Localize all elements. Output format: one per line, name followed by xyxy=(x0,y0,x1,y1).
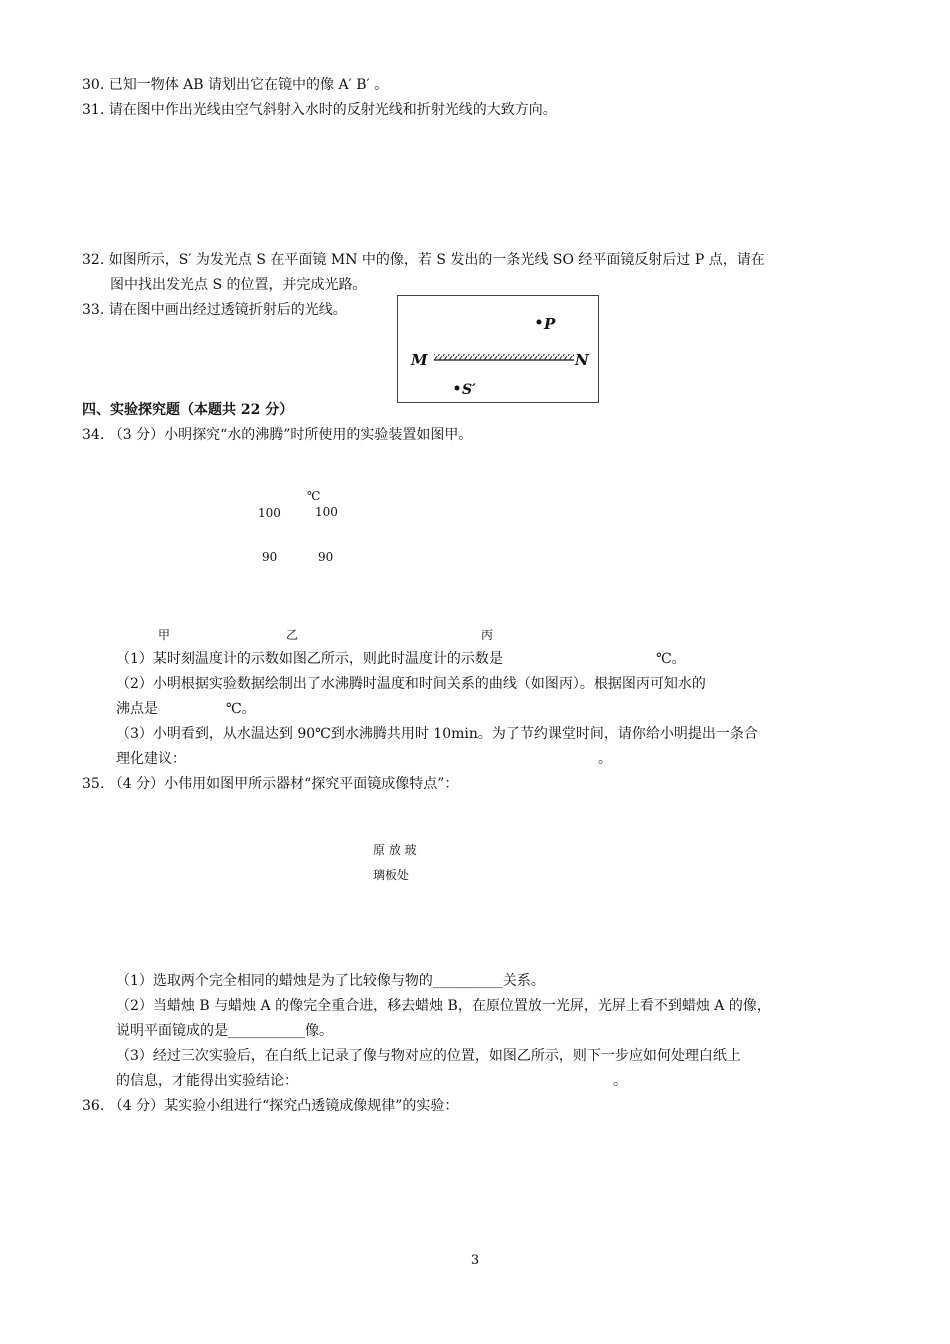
section-4-title: 四、实验探究题（本题共 22 分） xyxy=(82,402,294,418)
question-34-part1: （1）某时刻温度计的示数如图乙所示，则此时温度计的示数是 xyxy=(116,651,503,667)
point-s-prime-dot xyxy=(455,386,460,391)
question-31: 31. 请在图中作出光线由空气斜射入水时的反射光线和折射光线的大致方向。 xyxy=(82,102,557,118)
question-32-line2: 图中找出发光点 S 的位置，并完成光路。 xyxy=(110,277,367,293)
question-34-part3: （3）小明看到，从水温达到 90℃到水沸腾共用时 10min。为了节约课堂时间，请你给小明提出一条合 xyxy=(116,726,758,742)
label-p: P xyxy=(544,315,556,333)
question-35-part2-b: 说明平面镜成的是___________像。 xyxy=(116,1023,333,1039)
figure-label-yi: 乙 xyxy=(286,628,299,642)
figure-text-line2: 璃板处 xyxy=(373,868,410,882)
thermometer-unit: ℃ xyxy=(307,489,321,503)
mirror-diagram xyxy=(398,296,598,402)
question-35-part3: （3）经过三次实验后，在白纸上记录了像与物对应的位置，如图乙所示，则下一步应如何处理白纸上 xyxy=(116,1048,741,1064)
page-number: 3 xyxy=(470,1253,480,1268)
question-34-part2: （2）小明根据实验数据绘制出了水沸腾时温度和时间关系的曲线（如图丙）。根据图丙可知水的 xyxy=(116,676,706,692)
question-32-line1: 32. 如图所示，S′ 为发光点 S 在平面镜 MN 中的像，若 S 发出的一条光线 SO 经平面镜反射后过 P 点，请在 xyxy=(82,252,765,268)
question-35-part3-b: 的信息，才能得出实验结论： xyxy=(116,1073,298,1089)
question-35-part3-end: 。 xyxy=(613,1073,627,1089)
question-33: 33. 请在图中画出经过透镜折射后的光线。 xyxy=(82,302,347,318)
question-34-part3-end: 。 xyxy=(598,751,612,767)
figure-text-line1: 原 放 玻 xyxy=(373,843,417,857)
question-34-stem: 34. （3 分）小明探究“水的沸腾”时所使用的实验装置如图甲。 xyxy=(82,427,473,443)
question-35-stem: 35. （4 分）小伟用如图甲所示器材“探究平面镜成像特点”： xyxy=(82,776,459,792)
question-34-part2-b: 沸点是 xyxy=(116,701,158,717)
label-n: N xyxy=(575,351,589,369)
figure-label-bing: 丙 xyxy=(481,628,494,642)
point-p-dot xyxy=(537,320,542,325)
mirror-hatch xyxy=(434,354,574,360)
question-35-part1: （1）选取两个完全相同的蜡烛是为了比较像与物的__________关系。 xyxy=(116,973,545,989)
plane-mirror-figure xyxy=(397,295,599,403)
figure-label-jia: 甲 xyxy=(158,628,171,642)
question-34-part1-unit: ℃。 xyxy=(656,651,686,667)
question-30: 30. 已知一物体 AB 请划出它在镜中的像 A′ B′ 。 xyxy=(82,77,389,93)
label-m: M xyxy=(411,351,428,369)
question-35-part2: （2）当蜡烛 B 与蜡烛 A 的像完全重合进，移去蜡烛 B，在原位置放一光屏，光屏上看不到蜡烛 A 的像， xyxy=(116,998,771,1014)
label-s-prime: S′ xyxy=(462,382,476,398)
thermometer-left-100: 100 xyxy=(258,506,281,520)
thermometer-right-100: 100 xyxy=(315,505,338,519)
question-34-part2-unit: ℃。 xyxy=(226,701,256,717)
question-36: 36. （4 分）某实验小组进行“探究凸透镜成像规律”的实验： xyxy=(82,1098,459,1114)
thermometer-left-90: 90 xyxy=(262,550,278,564)
thermometer-right-90: 90 xyxy=(318,550,334,564)
question-34-part3-b: 理化建议： xyxy=(116,751,186,767)
